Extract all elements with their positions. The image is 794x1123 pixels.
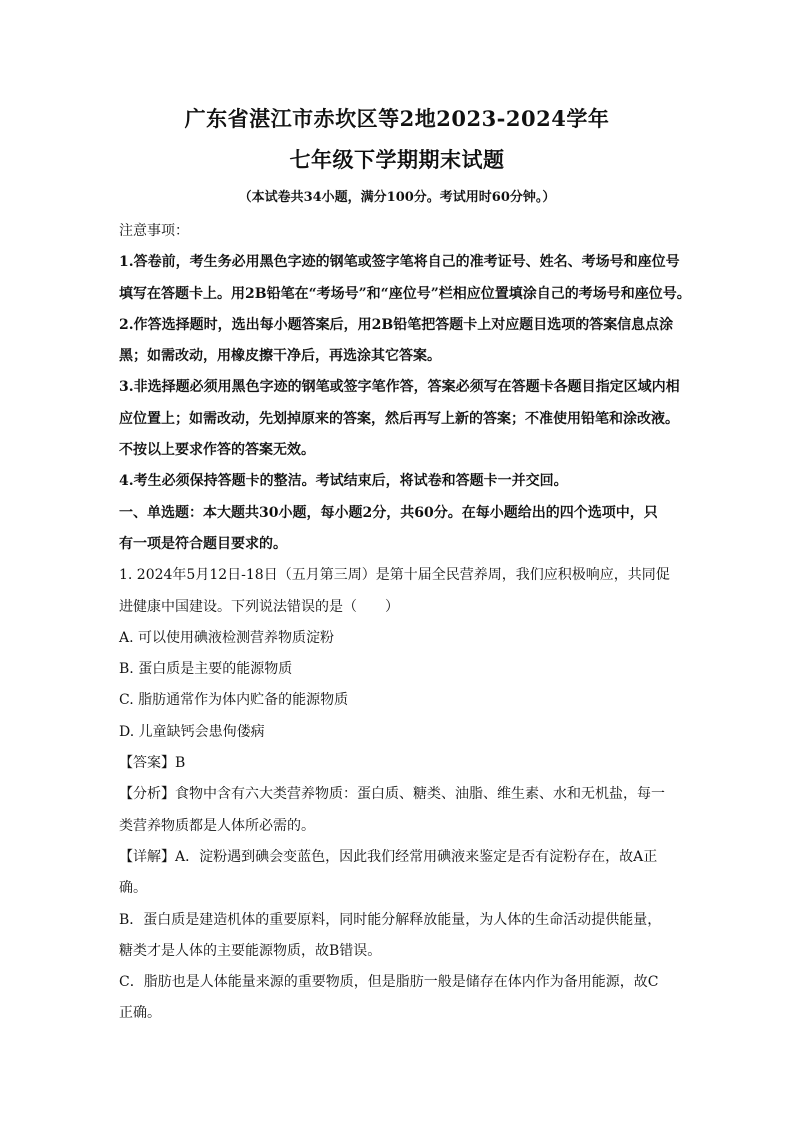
analysis-line: 类营养物质都是人体所必需的。	[119, 817, 315, 834]
notice-line: 2.作答选择题时，选出每小题答案后，用2B铅笔把答题卡上对应题目选项的答案信息点涂	[119, 316, 674, 333]
detail-line: 确。	[119, 880, 147, 897]
notice-line: 填写在答题卡上。用2B铅笔在“考场号”和“座位号”栏相应位置填涂自己的考场号和座位号。	[119, 285, 691, 302]
detail-line: 糖类才是人体的主要能源物质，故B错误。	[119, 942, 382, 959]
detail-line: C．脂肪也是人体能量来源的重要物质，但是脂肪一般是储存在体内作为备用能源，故C	[119, 974, 659, 991]
option-c: C. 脂肪通常作为体内贮备的能源物质	[119, 692, 349, 709]
detail-line: 正确。	[119, 1005, 161, 1022]
notice-heading: 注意事项：	[119, 223, 189, 239]
notice-line: 4.考生必须保持答题卡的整洁。考试结束后，将试卷和答题卡一并交回。	[119, 473, 568, 490]
detail-line: B．蛋白质是建造机体的重要原料，同时能分解释放能量，为人体的生命活动提供能量，	[119, 911, 662, 928]
notice-line: 1.答卷前，考生务必用黑色字迹的钢笔或签字笔将自己的准考证号、姓名、考场号和座位号	[119, 254, 680, 271]
exam-title-line2: 七年级下学期期末试题	[289, 147, 505, 172]
section-heading-line: 有一项是符合题目要求的。	[119, 535, 287, 552]
notice-line: 应位置上；如需改动，先划掉原来的答案，然后再写上新的答案；不准使用铅笔和涂改液。	[119, 410, 679, 427]
notice-line: 不按以上要求作答的答案无效。	[119, 442, 315, 459]
option-d: D. 儿童缺钙会患佝偻病	[119, 723, 265, 740]
notice-line: 3.非选择题必须用黑色字迹的钢笔或签字笔作答，答案必须写在答题卡各题目指定区域内相	[119, 379, 680, 396]
answer-line: 【答案】B	[119, 755, 186, 772]
detail-line: 【详解】A．淀粉遇到碘会变蓝色，因此我们经常用碘液来鉴定是否有淀粉存在，故A正	[119, 848, 658, 865]
option-a: A. 可以使用碘液检测营养物质淀粉	[119, 629, 335, 646]
exam-body	[119, 216, 691, 1030]
exam-subtitle: （本试卷共34小题，满分100分。考试用时60分钟。）	[238, 190, 556, 205]
question-stem-line: 1. 2024年5月12日-18日（五月第三周）是第十届全民营养周，我们应积极响应，共同促	[119, 567, 670, 584]
question-stem-line: 进健康中国建设。下列说法错误的是（ ）	[119, 598, 399, 615]
exam-title-line1: 广东省湛江市赤坎区等2地2023-2024学年	[184, 106, 610, 131]
option-b: B. 蛋白质是主要的能源物质	[119, 661, 293, 678]
analysis-line: 【分析】食物中含有六大类营养物质：蛋白质、糖类、油脂、维生素、水和无机盐，每一	[119, 786, 665, 803]
section-heading-line: 一、单选题：本大题共30小题，每小题2分，共60分。在每小题给出的四个选项中，只	[119, 504, 658, 521]
notice-line: 黑；如需改动，用橡皮擦干净后，再选涂其它答案。	[119, 348, 441, 365]
